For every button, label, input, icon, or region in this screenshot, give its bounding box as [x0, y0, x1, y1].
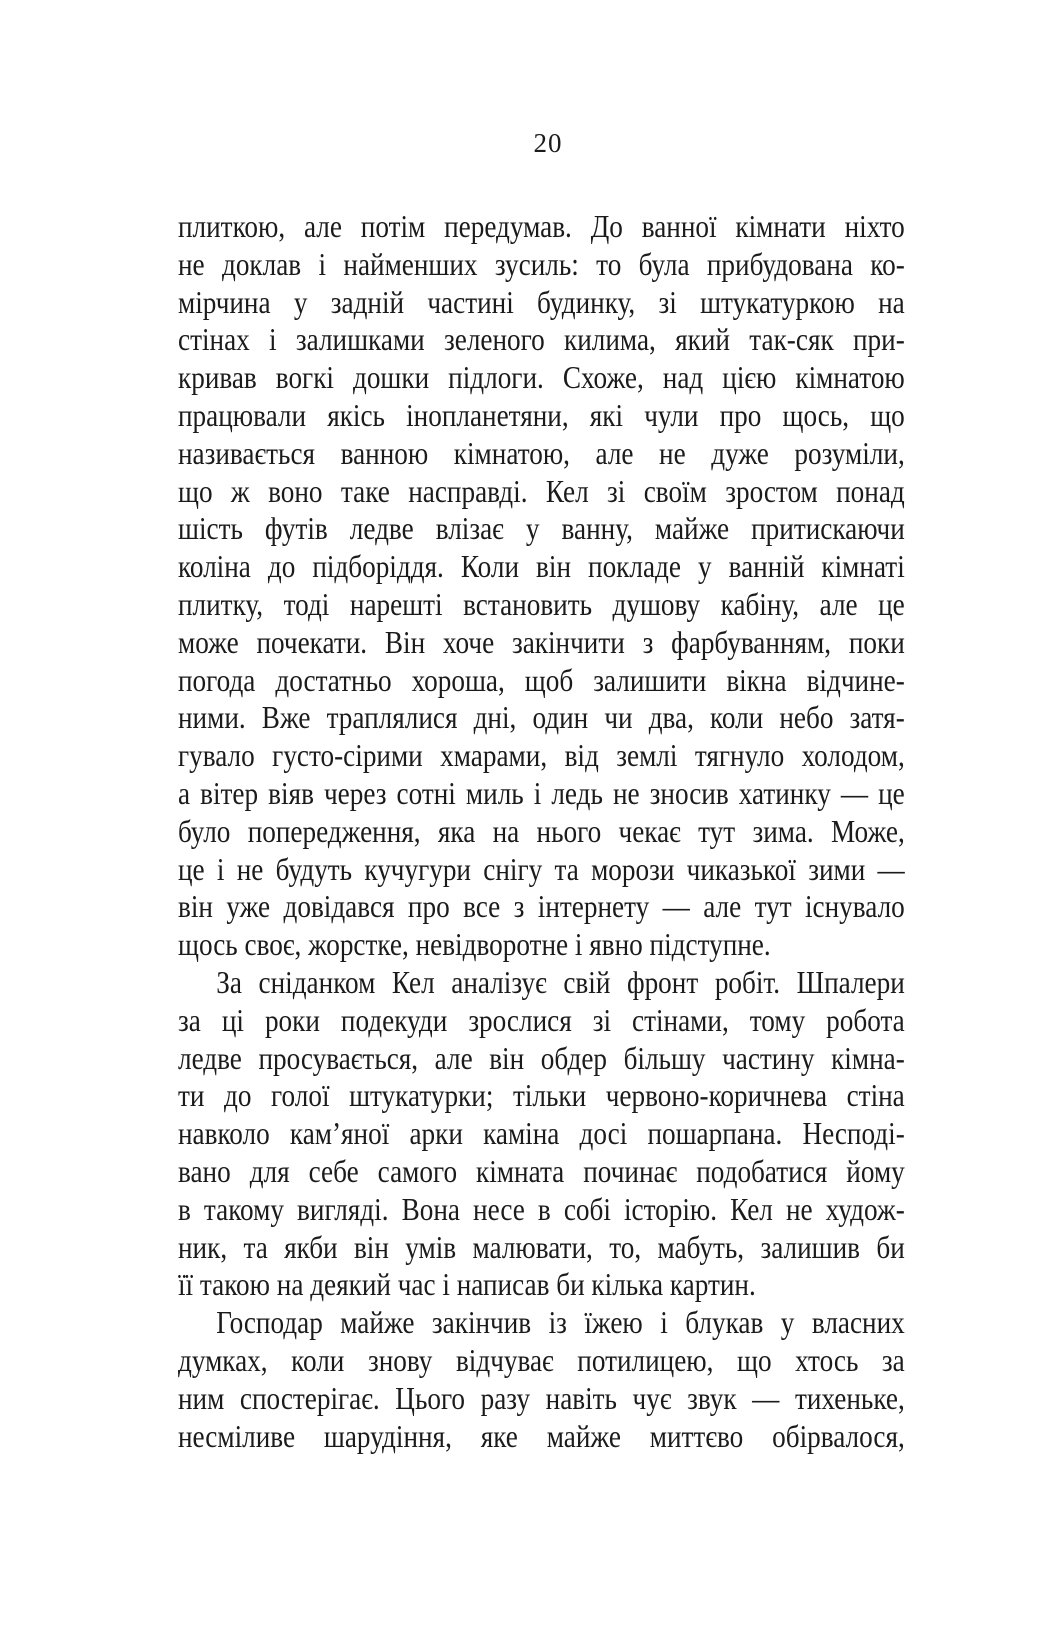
text-line: не доклав і найменших зусиль: то була прибудована ко- [178, 245, 905, 282]
text-line: гувало густо-сірими хмарами, від землі тягнуло холодом, [178, 737, 905, 774]
text-line: в такому вигляді. Вона несе в собі історію. Кел не худож- [178, 1190, 905, 1227]
text-line: він уже довідався про все з інтернету — але тут існувало [178, 888, 905, 925]
text-line: мірчина у задній частині будинку, зі штукатуркою на [178, 283, 905, 320]
text-line: щось своє, жорстке, невідворотне і явно підступне. [178, 926, 771, 963]
text-line: ними. Вже траплялися дні, один чи два, коли небо затя- [178, 699, 905, 736]
text-line: її такою на деякий час і написав би кілька картин. [178, 1266, 756, 1303]
text-line: думках, коли знову відчуває потилицею, що хтось за [178, 1341, 905, 1378]
text-line: було попередження, яка на нього чекає тут зима. Може, [178, 812, 905, 849]
text-line: За сніданком Кел аналізує свій фронт робіт. Шпалери [216, 963, 905, 1000]
text-line: за ці роки подекуди зрослися зі стінами, тому робота [178, 1001, 905, 1038]
text-line: ник, та якби він умів малювати, то, мабуть, залишив би [178, 1228, 905, 1265]
text-line: ти до голої штукатурки; тільки червоно-коричнева стіна [178, 1077, 905, 1114]
text-line: ледве просувається, але він обдер більшу частину кімна- [178, 1039, 905, 1076]
text-line: вано для себе самого кімната починає подобатися йому [178, 1152, 905, 1189]
text-block [178, 208, 905, 1455]
text-line: називається ванною кімнатою, але не дуже розуміли, [178, 434, 905, 471]
text-line: може почекати. Він хоче закінчити з фарбуванням, поки [178, 623, 905, 660]
paragraph [178, 208, 905, 964]
paragraph [178, 1304, 905, 1455]
text-line: а вітер віяв через сотні миль і ледь не зносив хатинку — це [178, 774, 905, 811]
page-number: 20 [533, 128, 563, 158]
text-line: це і не будуть кучугури снігу та морози чиказької зими — [178, 850, 905, 887]
text-line: несміливе шарудіння, яке майже миттєво обірвалося, [178, 1417, 905, 1454]
text-line: кривав вогкі дошки підлоги. Схоже, над цією кімнатою [178, 359, 905, 396]
paragraph [178, 964, 905, 1304]
text-line: плиткою, але потім передумав. До ванної кімнати ніхто [178, 208, 905, 244]
text-line: навколо кам’яної арки каміна досі пошарпана. Несподі- [178, 1115, 905, 1152]
text-line: стінах і залишками зеленого килима, який так-сяк при- [178, 321, 905, 358]
text-line: шість футів ледве влізає у ванну, майже притискаючи [178, 510, 905, 547]
text-line: ним спостерігає. Цього разу навіть чує звук — тихеньке, [178, 1379, 905, 1416]
text-line: плитку, тоді нарешті встановить душову кабіну, але це [178, 585, 905, 622]
text-line: що ж воно таке насправді. Кел зі своїм зростом понад [178, 472, 905, 509]
text-line: Господар майже закінчив із їжею і блукав у власних [216, 1304, 905, 1341]
text-line: коліна до підборіддя. Коли він покладе у ванній кімнаті [178, 548, 905, 585]
text-line: погода достатньо хороша, щоб залишити вікна відчине- [178, 661, 905, 698]
text-line: працювали якісь інопланетяни, які чули про щось, що [178, 396, 905, 433]
